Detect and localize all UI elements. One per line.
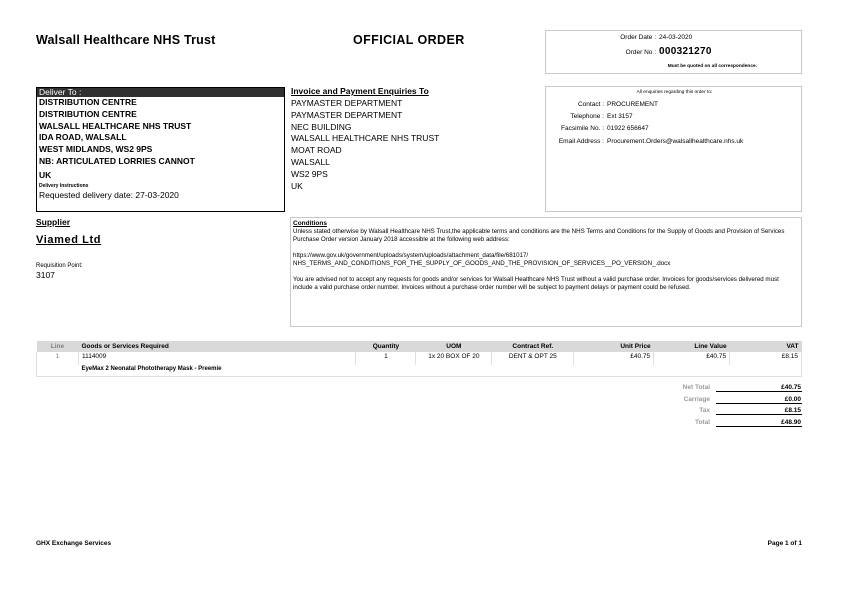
requisition-point-label: Requisition Point:: [36, 263, 83, 269]
order-no-value: 000321270: [659, 46, 712, 57]
cell-line-value: £40.75: [654, 352, 730, 365]
email-link[interactable]: Procurement.Orders@walsallhealthcare.nhs.uk: [607, 138, 744, 145]
tax-value: £8.15: [716, 407, 802, 415]
document-title: OFFICIAL ORDER: [353, 33, 465, 47]
supplier-name: Viamed Ltd: [36, 234, 102, 246]
order-date-value: 24-03-2020: [659, 34, 693, 41]
grand-total-value: £48.90: [716, 419, 802, 427]
table-header-row: [37, 341, 802, 352]
invoice-line: PAYMASTER DEPARTMENT: [291, 109, 403, 120]
trust-name: Walsall Healthcare NHS Trust: [36, 33, 216, 47]
conditions-warning: You are advised not to accept any requests for goods and/or services for Walsall Healthcare NHS Trust without a valid purchase order. Invoices for goods/services delivered must include a valid purchase order number. Invoices without a purchase order number will be subject to payment delays or payment could be refused.: [293, 276, 779, 291]
deliver-line: NB: ARTICULATED LORRIES CANNOT: [39, 155, 195, 166]
deliver-to-box: [36, 87, 285, 212]
cell-uom: 1x 20 BOX OF 20: [416, 352, 492, 365]
deliver-line: WALSALL HEALTHCARE NHS TRUST: [39, 120, 192, 131]
cell-unit-price: £40.75: [574, 352, 654, 365]
footer-page-number: Page 1 of 1: [767, 540, 802, 547]
conditions-box: [290, 217, 802, 327]
deliver-line: DISTRIBUTION CENTRE: [39, 97, 137, 107]
invoice-address: [291, 98, 439, 192]
cell-description: EyeMax 2 Neonatal Phototherapy Mask - Preemie: [78, 365, 801, 376]
order-items-table: [36, 341, 802, 377]
telephone-value: Ext 3157: [607, 113, 633, 120]
carriage-label: Carriage: [683, 395, 710, 403]
net-total-value: £40.75: [716, 384, 802, 392]
table-row-description: [37, 365, 802, 376]
col-line-value: Line Value: [654, 341, 730, 352]
cell-contract-ref: DENT & OPT 25: [492, 352, 574, 365]
col-contract-ref: Contract Ref.: [492, 341, 574, 352]
carriage-value: £0.00: [716, 396, 802, 404]
deliver-to-address: [37, 97, 284, 201]
invoice-line: NEC BUILDING: [291, 121, 352, 132]
conditions-paragraph: Unless stated otherwise by Walsall Healthcare NHS Trust,the applicable terms and conditions are the NHS Terms and Conditions for the Supply of Goods and Provision of Services Purchase Order version January 2018 accessible at the following web address:: [293, 228, 785, 243]
fax-value: 01922 656647: [607, 125, 649, 132]
conditions-heading: Conditions: [293, 220, 327, 227]
deliver-line: WEST MIDLANDS, WS2 9PS: [39, 144, 153, 155]
email-label: Email Address :: [558, 138, 604, 145]
col-line: Line: [37, 341, 79, 352]
quote-note: Must be quoted on all correspondence.: [667, 64, 757, 69]
fax-label: Facsimile No. :: [561, 125, 604, 132]
requisition-point-value: 3107: [36, 270, 55, 280]
conditions-url-line-2[interactable]: NHS_TERMS_AND_CONDITIONS_FOR_THE_SUPPLY_OF_GOODS_AND_THE_PROVISION_OF_SERVICES__PO_VERSION_.docx: [293, 260, 671, 267]
invoice-line: WALSALL HEALTHCARE NHS TRUST: [291, 133, 440, 144]
deliver-line: DISTRIBUTION CENTRE: [39, 108, 137, 119]
deliver-to-heading: Deliver To :: [37, 88, 284, 97]
contact-value: PROCUREMENT: [607, 101, 658, 108]
conditions-url-line-1[interactable]: https://www.gov.uk/government/uploads/system/uploads/attachment_data/file/681017/: [293, 252, 529, 259]
supplier-heading: Supplier: [36, 217, 71, 227]
carriage-row: [640, 396, 802, 408]
order-date-label: Order Date :: [620, 34, 656, 41]
table-row: [37, 352, 802, 365]
invoice-line: MOAT ROAD: [291, 145, 342, 156]
totals-block: [640, 384, 802, 430]
telephone-label: Telephone :: [570, 113, 604, 120]
grand-total-row: [640, 419, 802, 431]
invoice-line: WALSALL: [291, 156, 330, 167]
col-unit-price: Unit Price: [574, 341, 654, 352]
grand-total-label: Total: [694, 418, 710, 426]
cell-quantity: 1: [356, 352, 416, 365]
col-uom: UOM: [416, 341, 492, 352]
net-total-label: Net Total: [682, 384, 710, 391]
cell-code: 1114009: [78, 352, 356, 365]
deliver-country: UK: [39, 169, 52, 180]
tax-row: [640, 407, 802, 419]
contact-label: Contact :: [577, 101, 604, 108]
order-no-label: Order No :: [625, 49, 656, 56]
delivery-instructions-label: Delivery Instructions: [39, 182, 89, 189]
footer-provider: GHX Exchange Services: [36, 540, 112, 547]
deliver-line: IDA ROAD, WALSALL: [39, 132, 127, 143]
invoice-line: WS2 9PS: [291, 168, 328, 179]
cell-vat: £8.15: [730, 352, 802, 365]
col-vat: VAT: [730, 341, 802, 352]
col-goods: Goods or Services Required: [78, 341, 356, 352]
invoice-heading: Invoice and Payment Enquiries To: [291, 86, 429, 96]
enquiries-note: All enquiries regarding this order to:: [636, 90, 713, 95]
invoice-line: UK: [291, 180, 303, 191]
col-quantity: Quantity: [356, 341, 416, 352]
enquiries-box: [545, 86, 802, 212]
requested-delivery-date: Requested delivery date: 27-03-2020: [39, 189, 179, 200]
tax-label: Tax: [699, 407, 710, 414]
invoice-line: PAYMASTER DEPARTMENT: [291, 98, 403, 108]
order-info-box: [545, 30, 802, 74]
net-total-row: [640, 384, 802, 396]
cell-line: 1: [37, 352, 79, 365]
